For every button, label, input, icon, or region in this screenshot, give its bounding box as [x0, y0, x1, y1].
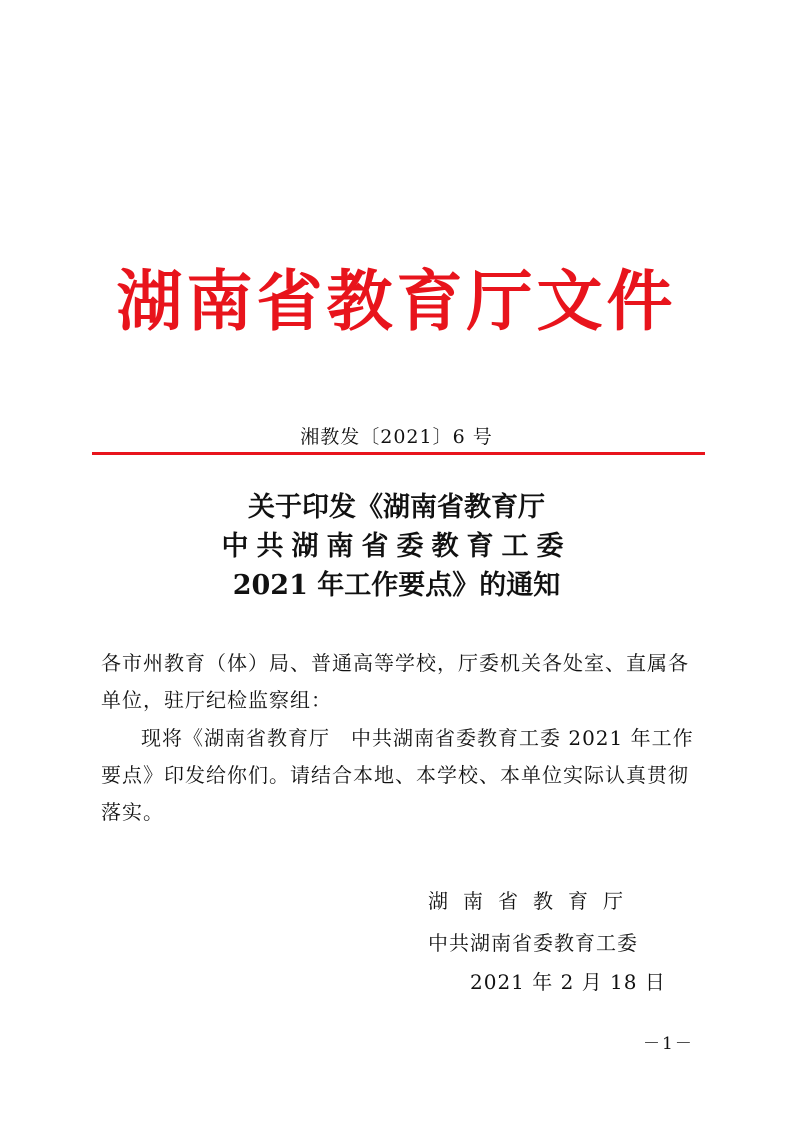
- body-paragraph: 现将《湖南省教育厅 中共湖南省委教育工委 2021 年工作要点》印发给你们。请结合本地、本学校、本单位实际认真贯彻落实。: [101, 726, 694, 824]
- document-header-title: 湖南省教育厅文件: [116, 263, 677, 340]
- signature-date: 2021 年 2 月 18 日: [470, 970, 666, 994]
- notice-title: [0, 488, 793, 605]
- red-divider-line: [92, 452, 705, 455]
- document-number: 湘教发〔2021〕6 号: [300, 426, 493, 448]
- notice-title-line-2: 中共湖南省委教育工委: [221, 531, 572, 562]
- notice-title-line-3: 2021 年工作要点》的通知: [232, 570, 561, 601]
- notice-title-line-1: 关于印发《湖南省教育厅: [248, 492, 545, 523]
- recipient-list: 各市州教育（体）局、普通高等学校，厅委机关各处室、直属各单位，驻厅纪检监察组：: [101, 651, 689, 712]
- page-number: －1－: [643, 1034, 694, 1054]
- signature-issuer-1: 湖南省教育厅: [428, 889, 638, 913]
- signature-issuer-2: 中共湖南省委教育工委: [428, 931, 638, 955]
